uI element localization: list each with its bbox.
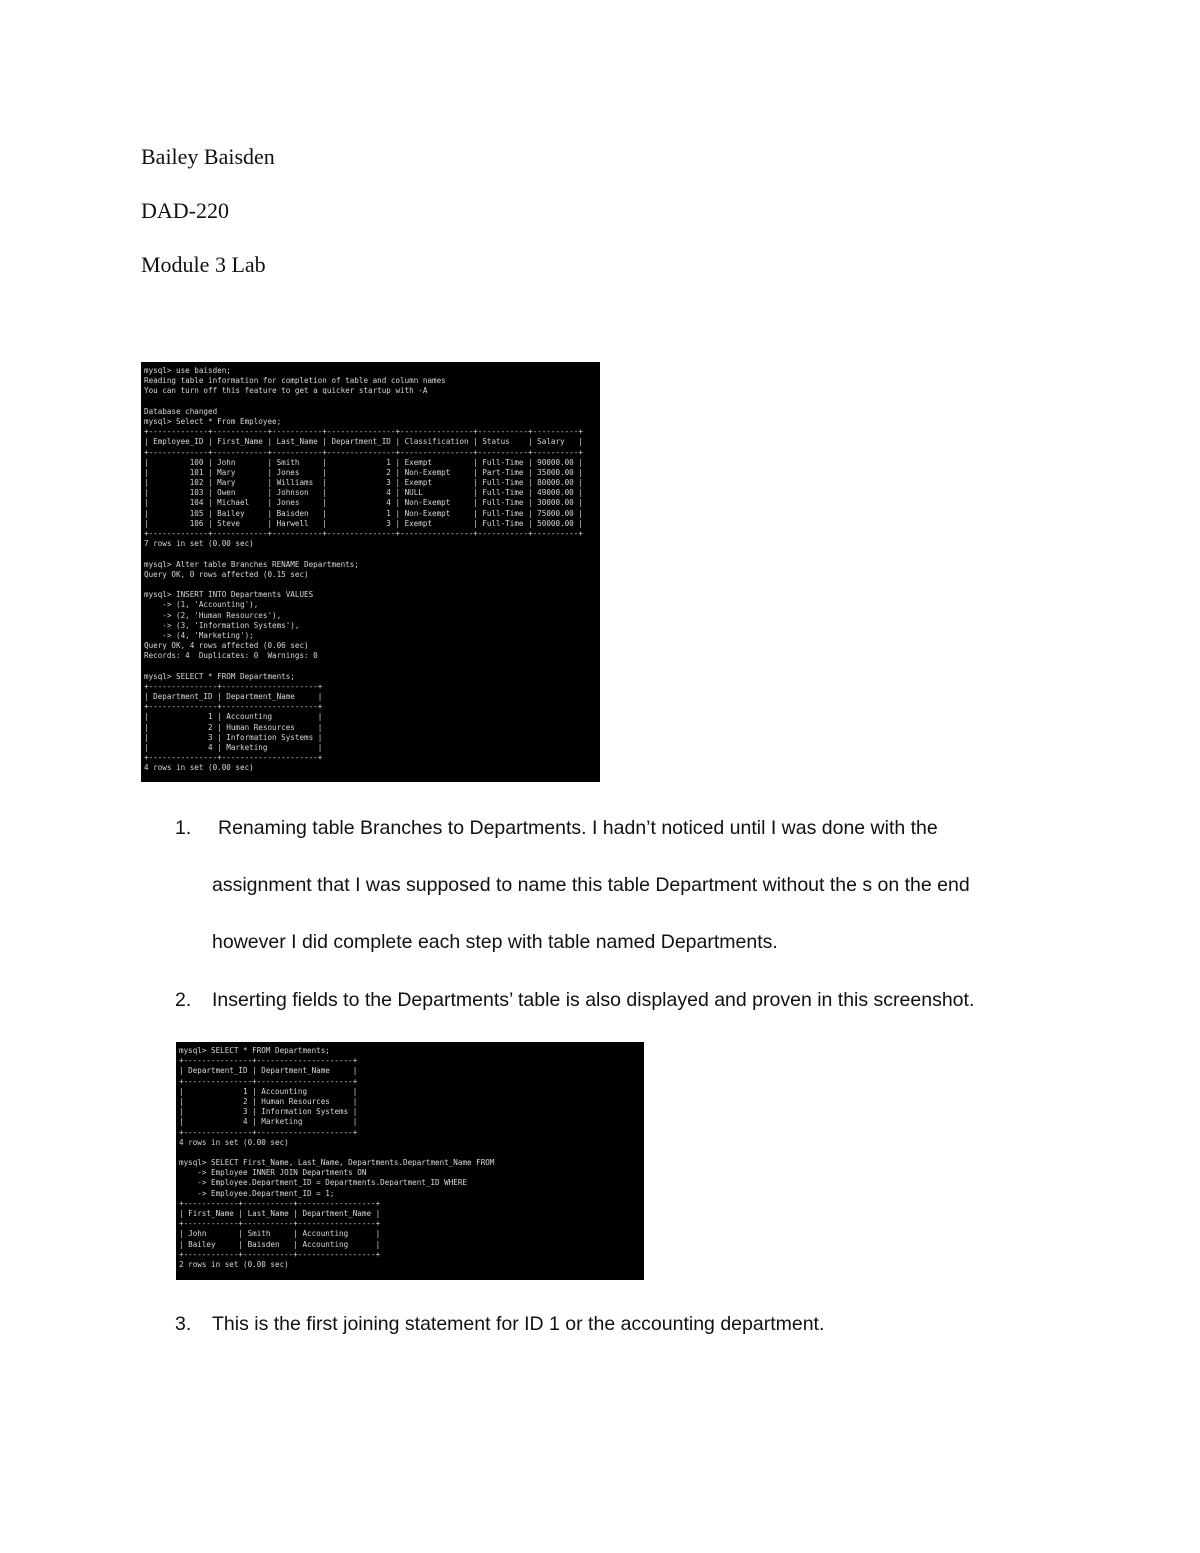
terminal-line: mysql> INSERT INTO Departments VALUES [144,590,314,600]
terminal-line: | 105 | Bailey | Baisden | 1 | Non-Exempt | Full-Time | 75000.00 | [144,508,583,518]
terminal-line: | 103 | Owen | Johnson | 4 | NULL | Full-Time | 49000.00 | [144,488,583,498]
terminal-line: mysql> Alter table Branches RENAME Departments; [144,559,359,569]
terminal-line: 4 rows in set (0.00 sec) [144,763,254,773]
terminal-line: -> Employee INNER JOIN Departments ON [179,1168,367,1178]
terminal-line: | 2 | Human Resources | [179,1096,358,1106]
terminal-line: +---------------+---------------------+ [144,702,323,712]
terminal-line: Query OK, 0 rows affected (0.15 sec) [144,569,309,579]
terminal-line: | Employee_ID | First_Name | Last_Name | Department_ID | Classification | Status | Salary | [144,437,583,447]
assignment-title: Module 3 Lab [141,252,266,277]
terminal-line: -> (2, 'Human Resources'), [144,610,282,620]
terminal-line [144,580,597,590]
list-text-line: assignment that I was supposed to name this table Department without the s on the end [212,874,970,896]
terminal-line: -> Employee.Department_ID = 1; [179,1188,335,1198]
terminal-line: | 3 | Information Systems | [144,732,323,742]
terminal-line: +-------------+------------+-----------+---------------+----------------+-----------+----------+ [144,447,583,457]
terminal-line: 7 rows in set (0.00 sec) [144,539,254,549]
terminal-screenshot-1 [141,362,600,782]
list-text-line: Inserting fields to the Departments’ table is also displayed and proven in this screenshot. [212,989,975,1011]
terminal-line: | 102 | Mary | Williams | 3 | Exempt | Full-Time | 80000.00 | [144,478,583,488]
terminal-line: | 1 | Accounting | [144,712,323,722]
terminal-screenshot-2 [176,1042,644,1280]
terminal-line: | Department_ID | Department_Name | [179,1066,358,1076]
terminal-line: | Department_ID | Department_Name | [144,692,323,701]
terminal-line: mysql> SELECT * FROM Departments; [144,671,295,681]
list-number: 1. [175,817,192,839]
terminal-line: mysql> SELECT First_Name, Last_Name, Departments.Department_Name FROM [179,1158,495,1168]
terminal-line: | 4 | Marketing | [179,1117,358,1127]
terminal-line: -> (1, 'Accounting'), [144,600,259,610]
terminal-line: | 1 | Accounting | [179,1086,358,1096]
terminal-line: | 100 | John | Smith | 1 | Exempt | Full-Time | 90000.00 | [144,457,583,467]
terminal-line: Query OK, 4 rows affected (0.06 sec) [144,641,309,651]
list-item-3 [175,1296,1135,1353]
terminal-line: mysql> SELECT * FROM Departments; [179,1046,330,1055]
terminal-line: mysql> use baisden; [144,366,231,375]
terminal-line: mysql> Select * From Employee; [144,416,282,426]
terminal-line [144,661,597,671]
terminal-line: +------------+-----------+-----------------+ [179,1249,381,1259]
terminal-line [144,549,597,559]
terminal-line: -> (3, 'Information Systems'), [144,620,300,630]
terminal-line: +------------+-----------+-----------------+ [179,1198,381,1208]
list-number: 2. [175,989,192,1011]
terminal-line: +-------------+------------+-----------+---------------+----------------+-----------+----------+ [144,427,583,437]
list-text-line: This is the first joining statement for ID 1 or the accounting department. [212,1313,825,1335]
terminal-line [144,397,597,407]
terminal-line: +---------------+---------------------+ [179,1127,358,1137]
terminal-line [179,1148,641,1158]
terminal-line: Database changed [144,406,218,416]
terminal-line: | 104 | Michael | Jones | 4 | Non-Exempt | Full-Time | 30000.00 | [144,498,583,508]
terminal-line: | 101 | Mary | Jones | 2 | Non-Exempt | Part-Time | 35000.00 | [144,467,583,477]
terminal-line: +---------------+---------------------+ [179,1076,358,1086]
terminal-line: 4 rows in set (0.00 sec) [179,1137,289,1147]
list-item-1 [175,800,1135,971]
list-text-line: however I did complete each step with table named Departments. [212,931,778,953]
terminal-line: | 3 | Information Systems | [179,1107,358,1117]
list-number: 3. [175,1313,192,1335]
terminal-line: | First_Name | Last_Name | Department_Name | [179,1209,381,1218]
terminal-line: +---------------+---------------------+ [144,681,323,691]
terminal-line: 2 rows in set (0.00 sec) [179,1259,289,1269]
terminal-line: +------------+-----------+-----------------+ [179,1219,381,1229]
author-name: Bailey Baisden [141,144,275,169]
terminal-line: | 2 | Human Resources | [144,722,323,732]
list-text-line: Renaming table Branches to Departments. I hadn’t noticed until I was done with the [218,817,938,839]
terminal-line: | John | Smith | Accounting | [179,1229,381,1239]
terminal-line: | 106 | Steve | Harwell | 3 | Exempt | Full-Time | 50000.00 | [144,518,583,528]
terminal-line: Records: 4 Duplicates: 0 Warnings: 0 [144,651,318,661]
terminal-line: +---------------+---------------------+ [144,753,323,763]
terminal-line: -> Employee.Department_ID = Departments.Department_ID WHERE [179,1178,468,1188]
terminal-line: | 4 | Marketing | [144,742,323,752]
list-text [212,800,970,971]
terminal-line: | Bailey | Baisden | Accounting | [179,1239,381,1249]
terminal-line: -> (4, 'Marketing'); [144,630,254,640]
terminal-line: +-------------+------------+-----------+---------------+----------------+-----------+----------+ [144,529,583,538]
list-text [212,1296,824,1353]
course-code: DAD-220 [141,198,229,223]
list-text [212,972,974,1029]
terminal-line: Reading table information for completion of table and column names [144,376,446,386]
terminal-line: +---------------+---------------------+ [179,1056,358,1066]
terminal-line: You can turn off this feature to get a quicker startup with -A [144,386,428,396]
list-item-2 [175,972,1135,1029]
